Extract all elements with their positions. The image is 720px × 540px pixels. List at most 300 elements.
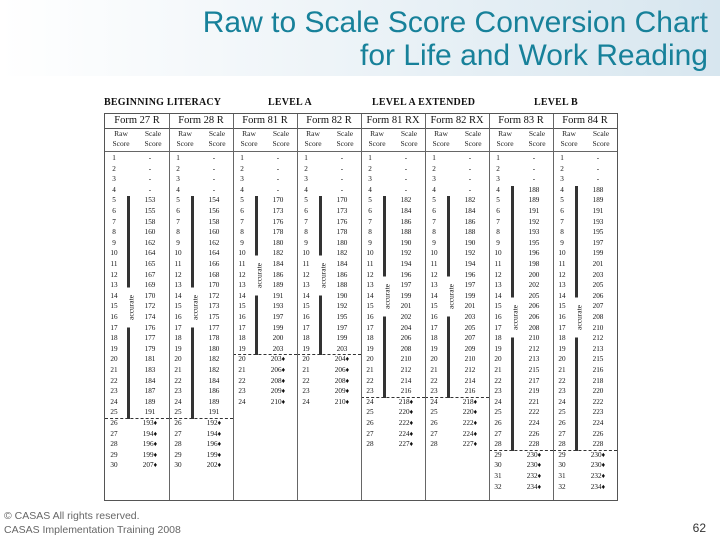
raw-score-header: Raw Score [105, 129, 137, 152]
raw-score-cell: 9 [240, 238, 244, 247]
raw-score-cell: 21 [238, 366, 246, 374]
scale-score-cell: 188 [336, 281, 348, 290]
raw-score-cell: 14 [366, 291, 374, 300]
raw-score-cell: 31 [494, 472, 502, 480]
form-header: Form 83 R [489, 114, 553, 129]
scale-score-cell: 222 [592, 397, 604, 406]
scale-score-cell: 182 [400, 196, 412, 205]
scale-score-cell: 187 [144, 387, 156, 396]
scale-score-cell: 166 [208, 260, 220, 268]
raw-score-cell: 24 [366, 397, 374, 406]
form-column [489, 114, 553, 500]
raw-score-cell: 16 [430, 313, 438, 321]
form-header: Form 27 R [105, 114, 169, 129]
column-divider [489, 114, 490, 500]
scale-score-cell: 203 [592, 270, 604, 279]
raw-score-cell: 4 [496, 185, 500, 194]
raw-score-cell: 21 [558, 366, 566, 374]
raw-score-cell: 26 [430, 419, 438, 427]
raw-score-cell: 23 [366, 387, 374, 396]
raw-score-cell: 13 [366, 281, 374, 290]
scale-score-cell: 234♦ [526, 482, 542, 491]
form-column [297, 114, 361, 500]
scale-score-header: Scale Score [265, 129, 297, 152]
scale-score-cell: 210 [464, 355, 476, 364]
scale-score-cell: 196 [400, 270, 412, 279]
accurate-label: accurate [127, 287, 136, 327]
raw-score-cell: 20 [366, 355, 374, 364]
accuracy-separator [169, 418, 233, 419]
scale-score-cell: 197 [400, 281, 412, 290]
raw-score-cell: 24 [110, 397, 118, 406]
raw-score-cell: 26 [366, 419, 374, 427]
scale-score-cell: 177 [144, 334, 156, 343]
raw-score-cell: 3 [560, 175, 564, 184]
title-line-1: Raw to Scale Score Conversion Chart [202, 6, 708, 39]
raw-score-cell: 18 [494, 334, 502, 343]
scale-score-cell: 201 [592, 260, 604, 268]
scale-score-cell: 193♦ [142, 419, 158, 427]
raw-score-cell: 22 [558, 376, 566, 385]
raw-score-cell: 12 [494, 270, 502, 279]
raw-score-cell: 11 [302, 260, 310, 268]
scale-score-cell: 193 [272, 302, 284, 311]
raw-score-cell: 1 [368, 154, 372, 162]
scale-score-cell: 207 [592, 302, 604, 311]
raw-score-cell: 5 [496, 196, 500, 205]
raw-score-cell: 13 [110, 281, 118, 290]
accuracy-separator [553, 450, 617, 451]
scale-score-cell: 155 [144, 207, 156, 215]
raw-score-cell: 17 [110, 323, 118, 332]
raw-score-cell: 26 [174, 419, 182, 427]
form-column [169, 114, 233, 500]
raw-score-cell: 18 [302, 334, 310, 343]
accurate-label: accurate [383, 277, 392, 317]
raw-score-cell: 30 [174, 461, 182, 470]
raw-score-cell: 20 [558, 355, 566, 364]
raw-score-cell: 8 [176, 228, 180, 237]
scale-score-cell: 212 [400, 366, 412, 374]
raw-score-cell: 2 [112, 164, 116, 173]
scale-score-cell: 197 [272, 313, 284, 321]
scale-score-cell: 182 [336, 249, 348, 258]
scale-score-cell: 153 [144, 196, 156, 205]
accurate-label: accurate [191, 287, 200, 327]
raw-score-cell: 19 [494, 344, 502, 353]
raw-score-header: Raw Score [361, 129, 393, 152]
raw-score-cell: 22 [174, 376, 182, 385]
scale-score-cell: - [404, 164, 408, 173]
scale-score-cell: 208 [592, 313, 604, 321]
form-column [361, 114, 425, 500]
raw-score-cell: 23 [302, 387, 310, 396]
scale-score-cell: 182 [272, 249, 284, 258]
scale-score-cell: 206 [400, 334, 412, 343]
scale-score-cell: 195 [336, 313, 348, 321]
scale-score-cell: 186 [336, 270, 348, 279]
raw-score-cell: 26 [110, 419, 118, 427]
scale-score-cell: 164 [144, 249, 156, 258]
scale-score-cell: 208 [400, 344, 412, 353]
column-divider [425, 114, 426, 500]
raw-score-cell: 30 [494, 461, 502, 470]
raw-score-cell: 28 [558, 440, 566, 449]
scale-score-cell: 192 [336, 302, 348, 311]
raw-score-cell: 10 [430, 249, 438, 258]
accurate-label: accurate [575, 298, 584, 338]
scale-score-cell: 199 [336, 334, 348, 343]
raw-score-cell: 18 [110, 334, 118, 343]
scale-score-cell: 186 [208, 387, 220, 396]
scale-score-cell: - [468, 154, 472, 162]
scale-score-cell: - [596, 175, 600, 184]
scale-score-cell: 173 [336, 207, 348, 215]
conversion-table [104, 113, 618, 501]
scale-score-cell: 192 [464, 249, 476, 258]
raw-score-cell: 11 [430, 260, 438, 268]
scale-score-cell: 210 [400, 355, 412, 364]
scale-score-cell: 189 [272, 281, 284, 290]
raw-score-cell: 7 [496, 217, 500, 226]
raw-score-cell: 23 [174, 387, 182, 396]
scale-score-cell: 199 [464, 291, 476, 300]
scale-score-cell: 226 [528, 429, 540, 438]
raw-score-cell: 27 [174, 429, 182, 438]
raw-score-cell: 9 [560, 238, 564, 247]
scale-score-cell: 212 [528, 344, 540, 353]
accuracy-separator [425, 397, 489, 398]
raw-score-cell: 3 [432, 175, 436, 184]
scale-score-cell: 184 [400, 207, 412, 215]
raw-score-cell: 2 [304, 164, 308, 173]
scale-score-cell: 162 [144, 238, 156, 247]
scale-score-cell: 207 [464, 334, 476, 343]
raw-score-cell: 12 [302, 270, 310, 279]
raw-score-cell: 12 [174, 270, 182, 279]
raw-score-cell: 6 [240, 207, 244, 215]
scale-score-cell: 210♦ [270, 397, 286, 406]
scale-score-cell: 178 [272, 228, 284, 237]
scale-score-cell: - [468, 164, 472, 173]
scale-score-cell: 176 [272, 217, 284, 226]
raw-score-cell: 9 [112, 238, 116, 247]
scale-score-cell: 182 [464, 196, 476, 205]
scale-score-cell: 220♦ [462, 408, 478, 417]
scale-score-cell: - [404, 175, 408, 184]
scale-score-cell: - [276, 154, 280, 162]
raw-score-cell: 3 [176, 175, 180, 184]
raw-score-cell: 19 [302, 344, 310, 353]
raw-score-cell: 14 [174, 291, 182, 300]
raw-score-cell: 24 [558, 397, 566, 406]
raw-score-cell: 17 [302, 323, 310, 332]
scale-score-cell: 168 [208, 270, 220, 279]
raw-score-cell: 5 [560, 196, 564, 205]
raw-score-cell: 3 [240, 175, 244, 184]
scale-score-cell: 181 [144, 355, 156, 364]
accuracy-separator [105, 418, 169, 419]
scale-score-cell: 228 [528, 440, 540, 449]
raw-score-cell: 13 [494, 281, 502, 290]
scale-score-cell: 208♦ [334, 376, 350, 385]
raw-score-cell: 12 [366, 270, 374, 279]
raw-score-cell: 5 [240, 196, 244, 205]
scale-score-cell: - [340, 154, 344, 162]
scale-score-cell: 219 [528, 387, 540, 396]
title-line-2: for Life and Work Reading [360, 39, 708, 72]
raw-score-cell: 7 [112, 217, 116, 226]
scale-score-cell: 184 [336, 260, 348, 268]
scale-score-cell: 224 [592, 419, 604, 427]
column-divider [169, 114, 170, 500]
raw-score-cell: 13 [430, 281, 438, 290]
scale-score-cell: 199♦ [142, 450, 158, 459]
raw-score-cell: 27 [366, 429, 374, 438]
scale-score-cell: 232♦ [590, 472, 606, 480]
raw-score-cell: 10 [302, 249, 310, 258]
scale-score-cell: 170 [336, 196, 348, 205]
form-header: Form 82 R [297, 114, 361, 129]
level-beginning-literacy: BEGINNING LITERACY [104, 97, 222, 108]
footer [4, 509, 181, 537]
raw-score-cell: 11 [238, 260, 246, 268]
scale-score-cell: 189 [592, 196, 604, 205]
raw-score-cell: 14 [110, 291, 118, 300]
scale-score-cell: 201 [400, 302, 412, 311]
raw-score-cell: 29 [174, 450, 182, 459]
scale-score-cell: 206 [528, 302, 540, 311]
raw-score-cell: 16 [302, 313, 310, 321]
raw-score-cell: 28 [174, 440, 182, 449]
scale-score-cell: 196 [464, 270, 476, 279]
raw-score-cell: 19 [238, 344, 246, 353]
scale-score-cell: - [468, 185, 472, 194]
raw-score-cell: 2 [368, 164, 372, 173]
scale-score-cell: 167 [144, 270, 156, 279]
raw-score-cell: 16 [366, 313, 374, 321]
raw-score-cell: 8 [304, 228, 308, 237]
raw-score-header: Raw Score [233, 129, 265, 152]
scale-score-cell: 206 [592, 291, 604, 300]
raw-score-header: Raw Score [489, 129, 521, 152]
scale-score-cell: 221 [528, 397, 540, 406]
raw-score-cell: 11 [558, 260, 566, 268]
raw-score-cell: 7 [432, 217, 436, 226]
scale-score-cell: 208 [528, 323, 540, 332]
raw-score-cell: 20 [430, 355, 438, 364]
column-divider [297, 114, 298, 500]
scale-score-cell: 222♦ [462, 419, 478, 427]
scale-score-cell: 191 [144, 408, 156, 417]
raw-score-cell: 29 [558, 450, 566, 459]
scale-score-cell: 212 [592, 334, 604, 343]
scale-score-cell: 205 [592, 281, 604, 290]
raw-score-cell: 16 [110, 313, 118, 321]
accurate-label: accurate [319, 255, 328, 295]
scale-score-cell: - [212, 164, 216, 173]
raw-score-cell: 2 [240, 164, 244, 173]
copyright-text: © CASAS All rights reserved. [4, 510, 140, 522]
raw-score-cell: 4 [368, 185, 372, 194]
scale-score-header: Scale Score [393, 129, 425, 152]
scale-score-cell: 193 [592, 217, 604, 226]
scale-score-cell: 205 [528, 291, 540, 300]
scale-score-cell: 182 [208, 355, 220, 364]
scale-score-cell: 175 [208, 313, 220, 321]
raw-score-cell: 14 [558, 291, 566, 300]
form-column [425, 114, 489, 500]
raw-score-cell: 20 [302, 355, 310, 364]
raw-score-cell: 21 [174, 366, 182, 374]
raw-score-cell: 17 [494, 323, 502, 332]
scale-score-cell: - [148, 164, 152, 173]
column-divider [361, 114, 362, 500]
raw-score-cell: 29 [494, 450, 502, 459]
scale-score-cell: 197 [464, 281, 476, 290]
raw-score-cell: 25 [366, 408, 374, 417]
scale-score-cell: 215 [592, 355, 604, 364]
scale-score-cell: 184 [144, 376, 156, 385]
scale-score-cell: 208♦ [270, 376, 286, 385]
raw-score-cell: 2 [432, 164, 436, 173]
raw-score-cell: 9 [432, 238, 436, 247]
raw-score-cell: 23 [430, 387, 438, 396]
raw-score-cell: 25 [494, 408, 502, 417]
scale-score-cell: 194 [400, 260, 412, 268]
form-header: Form 84 R [553, 114, 617, 129]
scale-score-cell: 196♦ [206, 440, 222, 449]
scale-score-cell: 189 [528, 196, 540, 205]
raw-score-cell: 10 [366, 249, 374, 258]
raw-score-cell: 18 [238, 334, 246, 343]
raw-score-cell: 32 [494, 482, 502, 491]
scale-score-cell: 193 [528, 228, 540, 237]
raw-score-cell: 19 [110, 344, 118, 353]
level-a: LEVEL A [268, 97, 312, 108]
raw-score-cell: 11 [174, 260, 182, 268]
form-header: Form 81 RX [361, 114, 425, 129]
accuracy-separator [233, 354, 297, 355]
raw-score-cell: 6 [368, 207, 372, 215]
scale-score-cell: 214 [400, 376, 412, 385]
scale-score-cell: 188 [592, 185, 604, 194]
accuracy-separator [489, 450, 553, 451]
scale-score-cell: 183 [144, 366, 156, 374]
raw-score-cell: 6 [560, 207, 564, 215]
scale-score-cell: 199♦ [206, 450, 222, 459]
scale-score-cell: 194♦ [142, 429, 158, 438]
scale-score-header: Scale Score [201, 129, 233, 152]
raw-score-cell: 22 [494, 376, 502, 385]
raw-score-cell: 15 [558, 302, 566, 311]
raw-score-cell: 30 [558, 461, 566, 470]
scale-score-cell: - [532, 164, 536, 173]
raw-score-cell: 21 [302, 366, 310, 374]
scale-score-cell: 230♦ [526, 461, 542, 470]
scale-score-cell: 191 [272, 291, 284, 300]
scale-score-cell: 228 [592, 440, 604, 449]
raw-score-cell: 8 [560, 228, 564, 237]
raw-score-cell: 16 [494, 313, 502, 321]
scale-score-cell: - [404, 154, 408, 162]
scale-score-cell: 184 [464, 207, 476, 215]
raw-score-cell: 11 [110, 260, 118, 268]
scale-score-cell: 190 [400, 238, 412, 247]
scale-score-cell: 182 [208, 366, 220, 374]
raw-score-cell: 18 [558, 334, 566, 343]
raw-score-cell: 24 [430, 397, 438, 406]
raw-score-cell: 21 [430, 366, 438, 374]
raw-score-cell: 22 [302, 376, 310, 385]
raw-score-cell: 17 [238, 323, 246, 332]
scale-score-header: Scale Score [585, 129, 617, 152]
scale-score-cell: 218♦ [462, 397, 478, 406]
raw-score-cell: 12 [430, 270, 438, 279]
scale-score-cell: 197 [592, 238, 604, 247]
scale-score-cell: 189 [144, 397, 156, 406]
raw-score-cell: 7 [304, 217, 308, 226]
raw-score-cell: 18 [174, 334, 182, 343]
raw-score-cell: 5 [112, 196, 116, 205]
scale-score-cell: 194♦ [206, 429, 222, 438]
raw-score-cell: 28 [430, 440, 438, 449]
raw-score-cell: 8 [368, 228, 372, 237]
scale-score-cell: 172 [208, 291, 220, 300]
scale-score-cell: - [596, 164, 600, 173]
accuracy-separator [297, 354, 361, 355]
scale-score-cell: 198 [528, 260, 540, 268]
raw-score-cell: 16 [558, 313, 566, 321]
raw-score-cell: 12 [110, 270, 118, 279]
accurate-label: accurate [511, 298, 520, 338]
scale-score-header: Scale Score [137, 129, 169, 152]
scale-score-cell: 160 [208, 228, 220, 237]
raw-score-cell: 24 [302, 397, 310, 406]
scale-score-cell: 227♦ [398, 440, 414, 449]
scale-score-cell: - [532, 175, 536, 184]
scale-score-cell: 172 [144, 302, 156, 311]
level-b: LEVEL B [534, 97, 578, 108]
raw-score-cell: 25 [430, 408, 438, 417]
scale-score-cell: 165 [144, 260, 156, 268]
raw-score-cell: 3 [496, 175, 500, 184]
raw-score-cell: 11 [366, 260, 374, 268]
raw-score-header: Raw Score [169, 129, 201, 152]
raw-score-cell: 17 [366, 323, 374, 332]
scale-score-cell: 200 [272, 334, 284, 343]
scale-score-cell: - [532, 154, 536, 162]
raw-score-cell: 14 [430, 291, 438, 300]
raw-score-cell: 10 [174, 249, 182, 258]
raw-score-cell: 21 [494, 366, 502, 374]
raw-score-cell: 13 [558, 281, 566, 290]
raw-score-cell: 2 [176, 164, 180, 173]
scale-score-cell: 174 [144, 313, 156, 321]
raw-score-cell: 9 [496, 238, 500, 247]
scale-score-cell: 192 [400, 249, 412, 258]
scale-score-cell: - [340, 185, 344, 194]
scale-score-cell: 173 [208, 302, 220, 311]
raw-score-cell: 10 [494, 249, 502, 258]
raw-score-cell: 7 [240, 217, 244, 226]
raw-score-cell: 13 [238, 281, 246, 290]
scale-score-cell: 220♦ [398, 408, 414, 417]
scale-score-cell: 215 [528, 366, 540, 374]
conversion-chart [104, 93, 618, 505]
scale-score-cell: 180 [208, 344, 220, 353]
scale-score-cell: 222♦ [398, 419, 414, 427]
